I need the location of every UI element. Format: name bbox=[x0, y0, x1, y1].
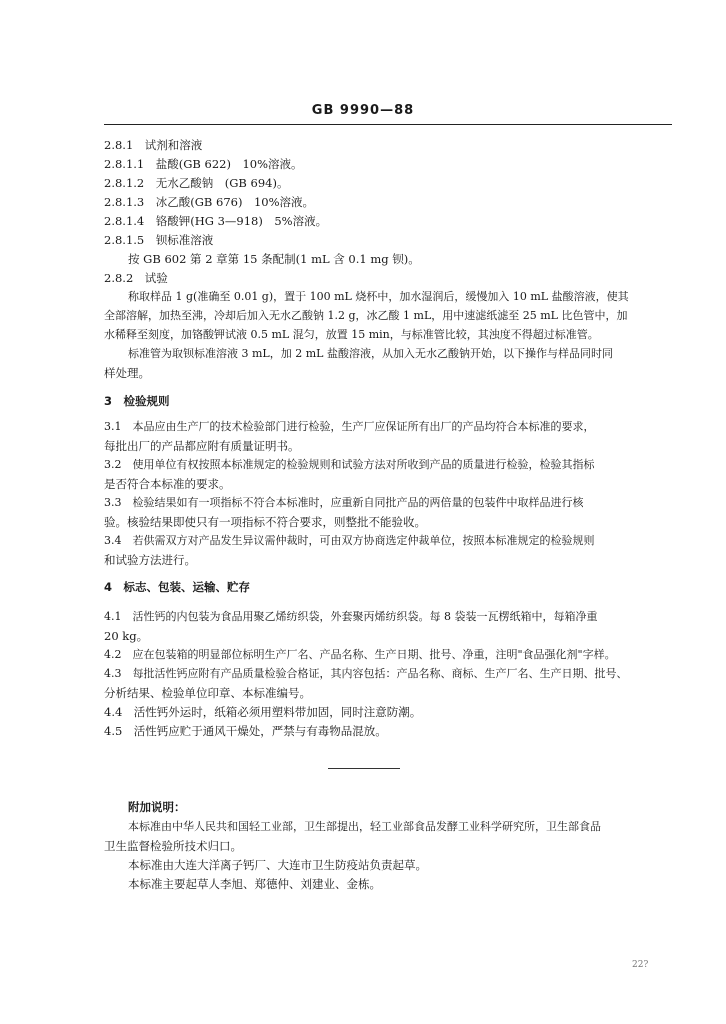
clause-4-1: 4.1 活性钙的内包装为食品用聚乙烯纺织袋，外套聚丙烯纺织袋。每 8 袋装一瓦楞纸箱中，每箱净重 bbox=[104, 610, 598, 623]
clause-3-3: 3.3 检验结果如有一项指标不符合本标准时，应重新自同批产品的两倍量的包装件中取样品进行核 bbox=[104, 496, 584, 509]
paragraph-line: 称取样品 1 g(准确至 0.01 g)，置于 100 mL 烧杯中，加水湿润后，缓慢加入 10 mL 盐酸溶液，使其 bbox=[128, 290, 629, 303]
clause-3-2-cont: 是否符合本标准的要求。 bbox=[104, 477, 231, 491]
clause-2-8-1-4: 2.8.1.4 铬酸钾(HG 3—918) 5%溶液。 bbox=[104, 214, 328, 228]
clause-2-8-1-2: 2.8.1.2 无水乙酸钠 (GB 694)。 bbox=[104, 176, 289, 190]
clause-2-8-1-1: 2.8.1.1 盐酸(GB 622) 10%溶液。 bbox=[104, 157, 303, 171]
section-3-title: 3 检验规则 bbox=[104, 394, 170, 408]
paragraph-line: 全部溶解，加热至沸，冷却后加入无水乙酸钠 1.2 g，冰乙酸 1 mL，用中速滤纸滤至 25 mL 比色管中，加 bbox=[104, 309, 628, 322]
clause-4-2: 4.2 应在包装箱的明显部位标明生产厂名、产品名称、生产日期、批号、净重，注明"食品强化剂"字样。 bbox=[104, 648, 616, 661]
end-divider bbox=[328, 768, 400, 769]
clause-3-4: 3.4 若供需双方对产品发生异议需仲裁时，可由双方协商选定仲裁单位，按照本标准规定的检验规则 bbox=[104, 534, 595, 547]
paragraph-line: 标准管为取钡标准溶液 3 mL，加 2 mL 盐酸溶液，从加入无水乙酸钠开始，以下操作与样品同时同 bbox=[128, 347, 613, 360]
notes-line: 卫生监督检验所技术归口。 bbox=[104, 839, 242, 853]
clause-3-2: 3.2 使用单位有权按照本标准规定的检验规则和试验方法对所收到产品的质量进行检验，检验其指标 bbox=[104, 458, 595, 471]
section-4-title: 4 标志、包装、运输、贮存 bbox=[104, 580, 251, 594]
clause-2-8-1-5: 2.8.1.5 钡标准溶液 bbox=[104, 233, 214, 247]
clause-2-8-1-3: 2.8.1.3 冰乙酸(GB 676) 10%溶液。 bbox=[104, 195, 315, 209]
clause-3-1-cont: 每批出厂的产品都应附有质量证明书。 bbox=[104, 439, 300, 453]
notes-line: 本标准由大连大洋离子钙厂、大连市卫生防疫站负责起草。 bbox=[128, 858, 427, 872]
header-rule bbox=[104, 124, 672, 125]
clause-4-4: 4.4 活性钙外运时，纸箱必须用塑料带加固，同时注意防潮。 bbox=[104, 705, 422, 719]
paragraph-line: 水稀释至刻度，加铬酸钾试液 0.5 mL 混匀，放置 15 min，与标准管比较，其浊度不得超过标准管。 bbox=[104, 328, 599, 341]
notes-line: 本标准由中华人民共和国轻工业部，卫生部提出，轻工业部食品发酵工业科学研究所，卫生部食品 bbox=[128, 820, 601, 833]
paragraph-line: 样处理。 bbox=[104, 366, 150, 380]
standard-code-header: GB 9990—88 bbox=[311, 103, 415, 118]
page-number: 22? bbox=[632, 960, 649, 970]
clause-4-5: 4.5 活性钙应贮于通风干燥处，严禁与有毒物品混放。 bbox=[104, 724, 387, 738]
notes-line: 本标准主要起草人李旭、郑德仲、刘建业、金栋。 bbox=[128, 877, 381, 891]
clause-4-3-cont: 分析结果、检验单位印章、本标准编号。 bbox=[104, 686, 311, 700]
clause-2-8-2: 2.8.2 试验 bbox=[104, 271, 168, 285]
clause-4-3: 4.3 每批活性钙应附有产品质量检验合格证，其内容包括：产品名称、商标、生产厂名、生产日期、批号、 bbox=[104, 667, 628, 680]
clause-3-1: 3.1 本品应由生产厂的技术检验部门进行检验，生产厂应保证所有出厂的产品均符合本标准的要求， bbox=[104, 420, 595, 433]
clause-4-1-cont: 20 kg。 bbox=[104, 629, 149, 643]
clause-3-4-cont: 和试验方法进行。 bbox=[104, 553, 196, 567]
notes-title: 附加说明： bbox=[128, 800, 186, 814]
clause-2-8-1-5-text: 按 GB 602 第 2 章第 15 条配制(1 mL 含 0.1 mg 钡)。 bbox=[128, 252, 420, 266]
clause-3-3-cont: 验。核验结果即使只有一项指标不符合要求，则整批不能验收。 bbox=[104, 515, 426, 529]
clause-2-8-1: 2.8.1 试剂和溶液 bbox=[104, 138, 203, 152]
